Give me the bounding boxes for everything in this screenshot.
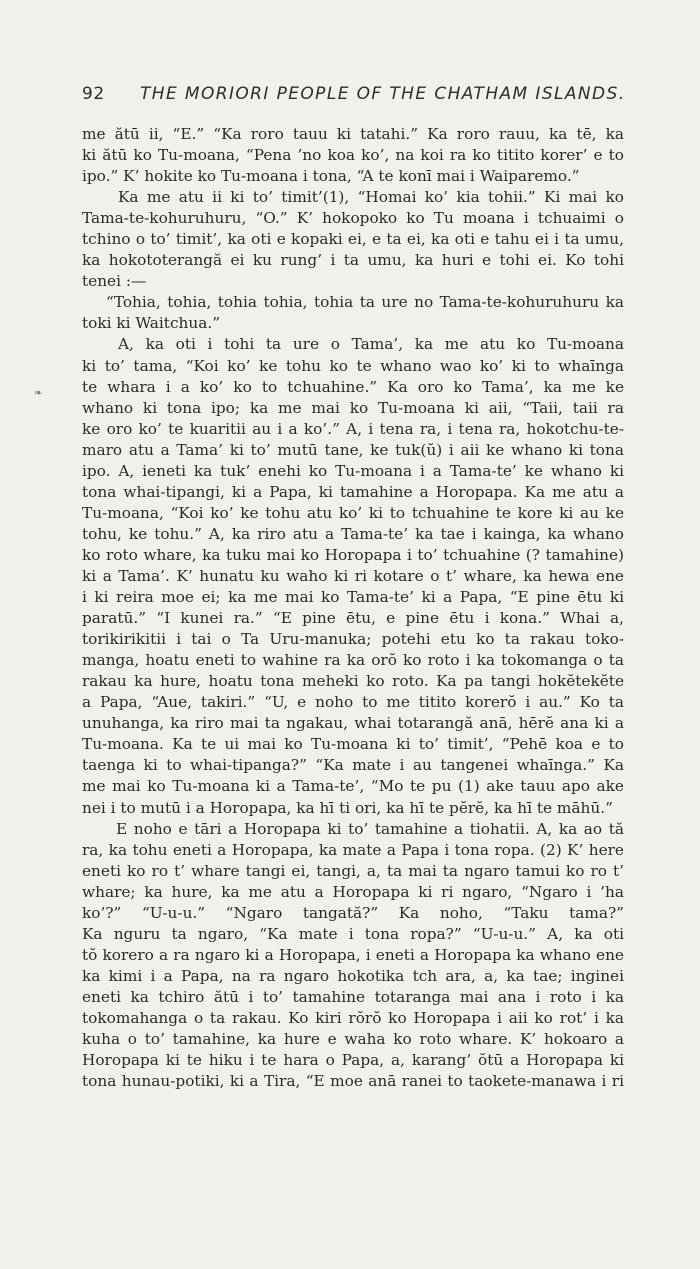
- text-line: tohu, ke tohu.” A, ka riro atu a Tama-te’ ka tae i kainga, ka whano: [82, 524, 624, 543]
- text-line: taenga ki to whai-tipanga?” “Ka mate i au tangenei whaīnga.” Ka: [82, 756, 624, 775]
- text-line: Ka me atu ii ki to’ timit’(1), “Homai ko’ kia tohii.” Ki mai ko: [118, 188, 624, 207]
- body-text: [82, 124, 624, 1092]
- text-line: ki ătū ko Tu-moana, “Pena ’no koa ko’, na koi ra ko titito korer’ e to: [82, 146, 624, 165]
- text-line: Tu-moana, “Koi ko’ ke tohu atu ko’ ki to tchuahine te kore ki au ke: [82, 503, 624, 522]
- text-line: te whara i a ko’ ko to tchuahine.” Ka oro ko Tama’, ka me ke: [82, 377, 624, 396]
- text-line: tona whai-tipangi, ki a Papa, ki tamahine a Horopapa. Ka me atu a: [82, 482, 624, 501]
- text-line: ko’?” “U-u-u.” “Ngaro tangată?” Ka noho, “Taku tama?”: [82, 903, 624, 922]
- text-line: unuhanga, ka riro mai ta ngakau, whai totarangă anā, hērĕ ana ki a: [82, 714, 624, 733]
- text-line: Tu-moana. Ka te ui mai ko Tu-moana ki to’ timit’, “Pehē koa e to: [82, 735, 624, 754]
- text-line: ki a Tama’. K’ hunatu ku waho ki ri kotare o t’ whare, ka hewa ene: [82, 566, 624, 585]
- text-line: ke oro ko’ te kuaritii au i a ko’.” A, i tena ra, i tena ra, hokotchu-te-: [82, 419, 624, 438]
- text-line: toki ki Waitchua.”: [82, 314, 221, 333]
- text-line: a Papa, “Aue, takiri.” “U, e noho to me titito korerŏ i au.” Ko ta: [82, 693, 624, 712]
- text-line: E noho e tāri a Horopapa ki to’ tamahine a tiohatii. A, ka ao tă: [116, 819, 624, 838]
- text-line: me mai ko Tu-moana ki a Tama-te’, “Mo te pu (1) ake tauu apo ake: [82, 777, 624, 796]
- running-title: THE MORIORI PEOPLE OF THE CHATHAM ISLANDS.: [140, 84, 626, 104]
- text-line: ipo.” K’ hokite ko Tu-moana i tona, “A te konī mai i Waiparemo.”: [82, 167, 580, 186]
- text-line: eneti ka tchiro ătū i to’ tamahine totaranga mai ana i roto i ka: [82, 987, 624, 1006]
- text-line: A, ka oti i tohi ta ure o Tama’, ka me atu ko Tu-moana: [118, 335, 624, 354]
- page-number: 92: [82, 84, 105, 104]
- text-line: Ka nguru ta ngaro, “Ka mate i tona ropa?” “U-u-u.” A, ka oti: [82, 924, 624, 943]
- text-line: eneti ko ro t’ whare tangi ei, tangi, a, ta mai ta ngaro tamui ko ro t’: [82, 861, 624, 880]
- text-line: ki to’ tama, “Koi ko’ ke tohu ko te whano wao ko’ ki to whaīnga: [82, 356, 624, 375]
- text-line: maro atu a Tama’ ki to’ mutū tane, ke tuk(ŭ) i aii ke whano ki tona: [82, 440, 624, 459]
- text-line: paratū.” “I kunei ra.” “E pine ētu, e pine ētu i kona.” Whai a,: [82, 609, 624, 628]
- text-line: ko roto whare, ka tuku mai ko Horopapa i to’ tchuahine (? tamahine): [82, 545, 624, 564]
- text-line: “Tohia, tohia, tohia tohia, tohia ta ure no Tama-te-kohuruhuru ka: [106, 293, 624, 312]
- text-line: rakau ka hure, hoatu tona meheki ko roto. Ka pa tangi hokĕtekĕte: [82, 672, 624, 691]
- text-line: nei i to mutū i a Horopapa, ka hī ti ori, ka hī te pĕrĕ, ka hī te māhū.”: [82, 798, 613, 817]
- text-line: tona hunau-potiki, ki a Tira, “E moe anā ranei to taokete-manawa i ri: [82, 1072, 624, 1091]
- text-line: whano ki tona ipo; ka me mai ko Tu-moana ki aii, “Taii, taii ra: [82, 398, 624, 417]
- text-line: whare; ka hure, ka me atu a Horopapa ki ri ngaro, “Ngaro i ’ha: [82, 882, 624, 901]
- text-line: tchino o to’ timit’, ka oti e kopaki ei, e ta ei, ka oti e tahu ei i ta umu,: [82, 230, 624, 249]
- text-line: tŏ korero a ra ngaro ki a Horopapa, i eneti a Horopapa ka whano ene: [82, 945, 624, 964]
- text-line: me ătū ii, “E.” “Ka roro tauu ki tatahi.” Ka roro rauu, ka tē, ka: [82, 125, 624, 143]
- text-line: i ki reira moe ei; ka me mai ko Tama-te’ ki a Papa, “E pine ētu ki: [82, 588, 624, 607]
- margin-mark: ❧: [34, 388, 43, 399]
- text-line: tokomahanga o ta rakau. Ko kiri rŏrŏ ko Horopapa i aii ko rot’ i ka: [82, 1008, 624, 1027]
- running-head: [82, 84, 626, 106]
- text-line: ipo. A, ieneti ka tuk’ enehi ko Tu-moana i a Tama-te’ ke whano ki: [82, 461, 624, 480]
- text-line: torikirikitii i tai o Ta Uru-manuka; potehi etu ko ta rakau toko-: [82, 630, 624, 649]
- text-line: ka hokototerangă ei ku rung’ i ta umu, ka huri e tohi ei. Ko tohi: [82, 251, 624, 270]
- text-line: kuha o to’ tamahine, ka hure e waha ko roto whare. K’ hokoaro a: [82, 1030, 624, 1049]
- text-line: ra, ka tohu eneti a Horopapa, ka mate a Papa i tona ropa. (2) K’ here: [82, 840, 624, 859]
- text-line: tenei :—: [82, 272, 147, 291]
- text-line: ka kimi i a Papa, na ra ngaro hokotika tch ara, a, ka tae; inginei: [82, 966, 624, 985]
- text-line: Horopapa ki te hiku i te hara o Papa, a, karang’ ŏtū a Horopapa ki: [82, 1051, 624, 1070]
- text-line: Tama-te-kohuruhuru, “O.” K’ hokopoko ko Tu moana i tchuaimi o: [82, 209, 624, 228]
- text-line: manga, hoatu eneti to wahine ra ka orŏ ko roto i ka tokomanga o ta: [82, 651, 624, 670]
